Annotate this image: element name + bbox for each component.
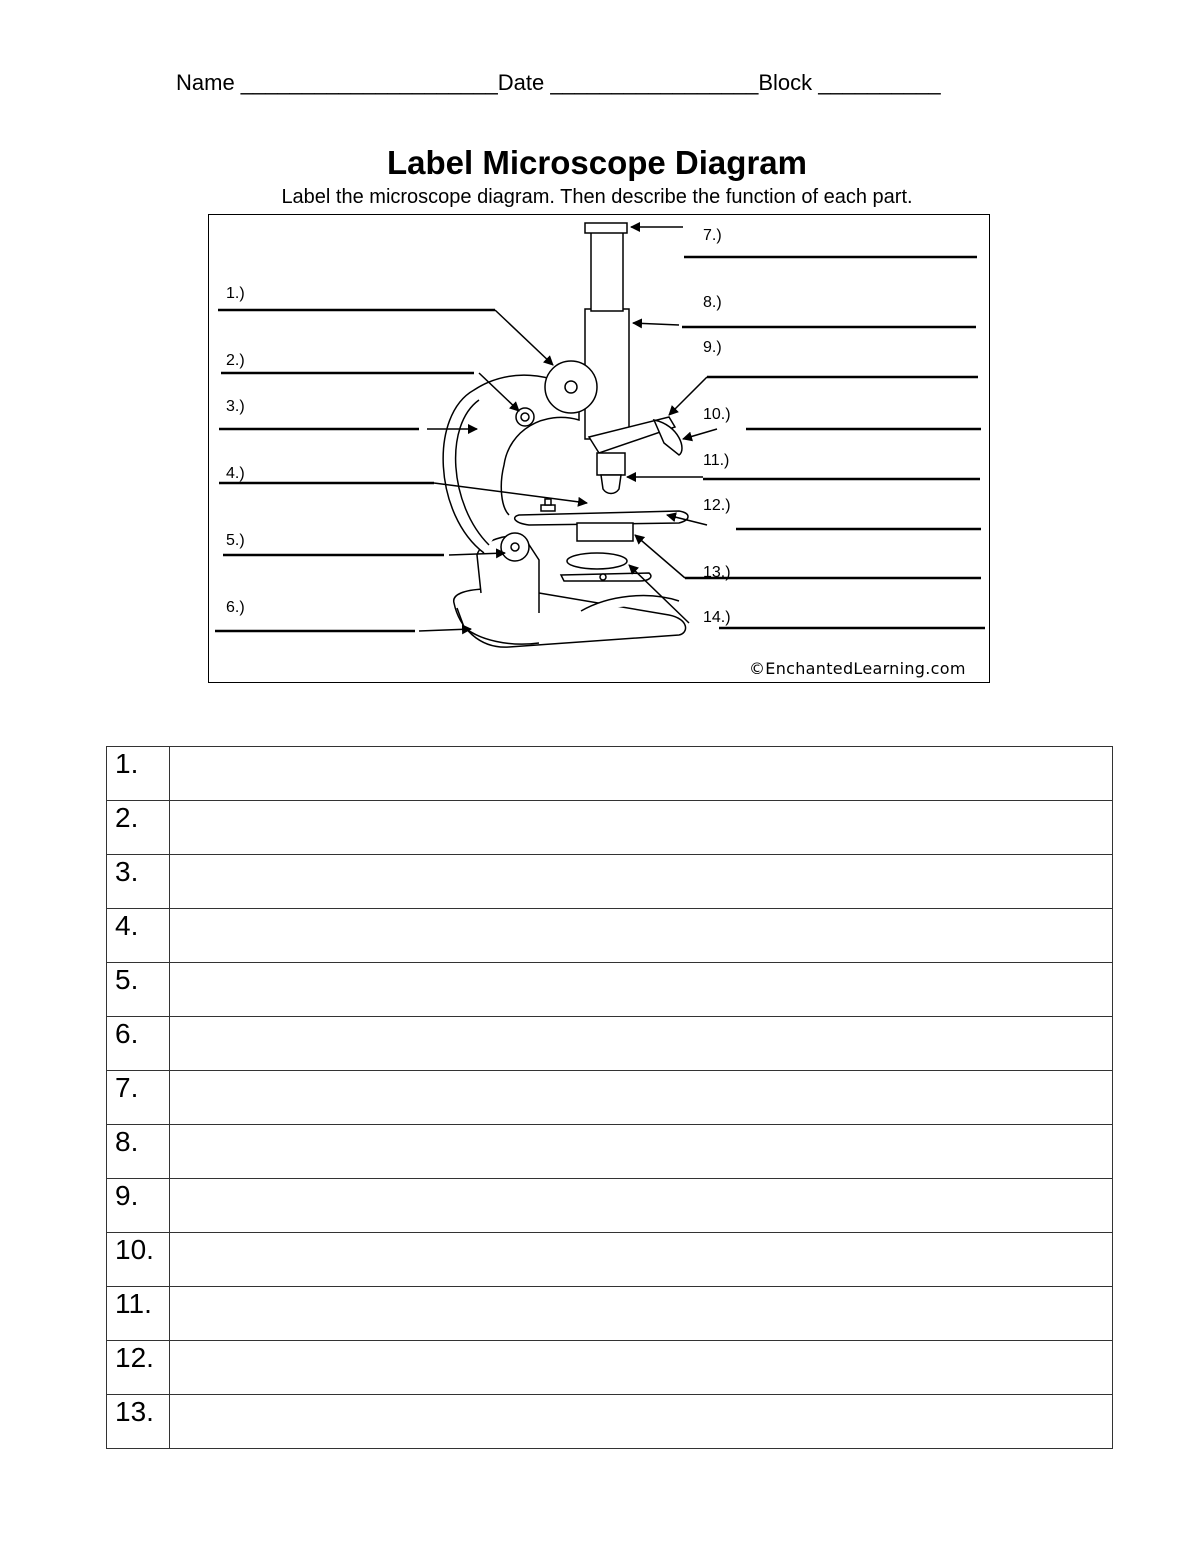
- microscope-diagram: [208, 214, 990, 683]
- answer-cell[interactable]: [170, 747, 1113, 801]
- row-number: 7.: [107, 1071, 170, 1125]
- table-row: [107, 801, 1113, 855]
- answer-cell[interactable]: [170, 1071, 1113, 1125]
- row-number: 10.: [107, 1233, 170, 1287]
- row-number: 12.: [107, 1341, 170, 1395]
- table-row: [107, 1179, 1113, 1233]
- part-label-9: 9.): [703, 339, 722, 356]
- microscope: [443, 223, 688, 647]
- student-info-line: Name _____________________Date _________________Block __________: [176, 70, 941, 95]
- answer-cell[interactable]: [170, 1179, 1113, 1233]
- part-label-6: 6.): [226, 599, 245, 616]
- row-number: 3.: [107, 855, 170, 909]
- part-label-13: 13.): [703, 564, 731, 581]
- answer-cell[interactable]: [170, 1233, 1113, 1287]
- answer-cell[interactable]: [170, 963, 1113, 1017]
- part-label-1: 1.): [226, 285, 245, 302]
- answer-table: [106, 746, 1113, 1449]
- table-row: [107, 1341, 1113, 1395]
- answer-cell[interactable]: [170, 1017, 1113, 1071]
- table-row: [107, 909, 1113, 963]
- table-row: [107, 1395, 1113, 1449]
- answer-cell[interactable]: [170, 909, 1113, 963]
- instructions: Label the microscope diagram. Then describe the function of each part.: [281, 186, 913, 208]
- part-label-5: 5.): [226, 532, 245, 549]
- row-number: 11.: [107, 1287, 170, 1341]
- answer-cell[interactable]: [170, 1395, 1113, 1449]
- part-label-3: 3.): [226, 398, 245, 415]
- answer-cell[interactable]: [170, 1287, 1113, 1341]
- table-row: [107, 963, 1113, 1017]
- part-label-4: 4.): [226, 465, 245, 482]
- part-label-11: 11.): [703, 452, 730, 469]
- microscope-drawing: [209, 215, 991, 684]
- table-row: [107, 1017, 1113, 1071]
- table-row: [107, 1233, 1113, 1287]
- row-number: 13.: [107, 1395, 170, 1449]
- answer-cell[interactable]: [170, 1341, 1113, 1395]
- answer-cell[interactable]: [170, 1125, 1113, 1179]
- answer-cell[interactable]: [170, 801, 1113, 855]
- table-row: [107, 747, 1113, 801]
- copyright-credit: ©EnchantedLearning.com: [749, 659, 966, 678]
- page-title: Label Microscope Diagram: [387, 144, 807, 181]
- part-label-8: 8.): [703, 294, 722, 311]
- row-number: 5.: [107, 963, 170, 1017]
- row-number: 1.: [107, 747, 170, 801]
- table-row: [107, 1071, 1113, 1125]
- part-label-14: 14.): [703, 609, 731, 626]
- table-row: [107, 1125, 1113, 1179]
- row-number: 2.: [107, 801, 170, 855]
- part-label-7: 7.): [703, 227, 722, 244]
- table-row: [107, 1287, 1113, 1341]
- answer-cell[interactable]: [170, 855, 1113, 909]
- part-label-10: 10.): [703, 406, 731, 423]
- part-label-12: 12.): [703, 497, 731, 514]
- part-label-2: 2.): [226, 352, 245, 369]
- row-number: 6.: [107, 1017, 170, 1071]
- row-number: 9.: [107, 1179, 170, 1233]
- row-number: 4.: [107, 909, 170, 963]
- table-row: [107, 855, 1113, 909]
- row-number: 8.: [107, 1125, 170, 1179]
